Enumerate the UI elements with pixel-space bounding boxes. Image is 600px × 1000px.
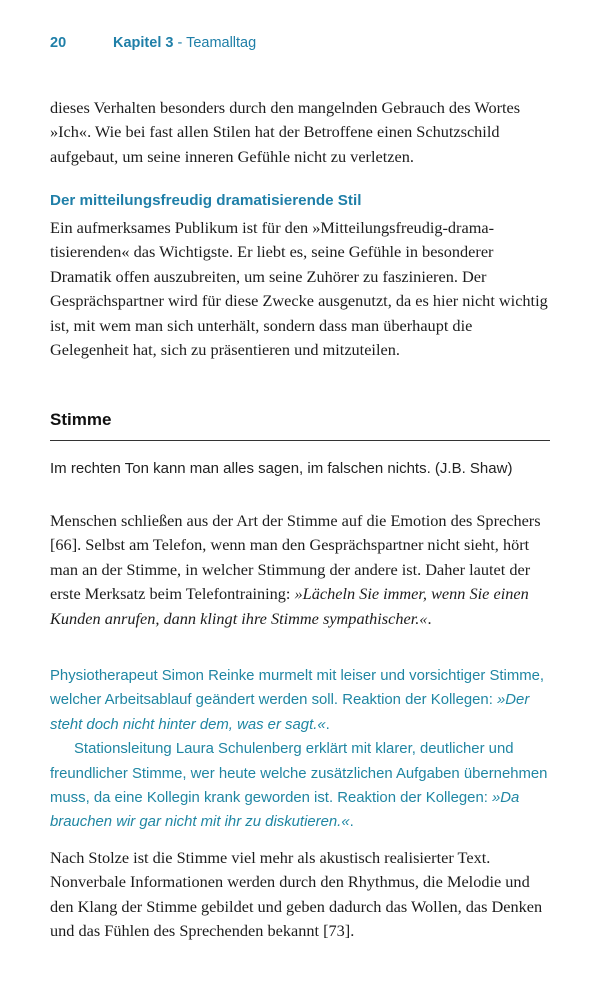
example-end: . bbox=[325, 716, 330, 733]
paragraph-end: . bbox=[427, 608, 432, 628]
example-paragraph-1 bbox=[50, 664, 550, 737]
header-separator: - bbox=[173, 35, 187, 51]
chapter-label: Kapitel 3 bbox=[113, 35, 174, 51]
subheading: Der mitteilungsfreudig dramatisierende Stil bbox=[50, 192, 362, 209]
paragraph-italic: »Lächeln Sie immer, wenn Sie einen Kunden anrufen, dann klingt ihre Stimme sympathischer.« bbox=[50, 584, 529, 628]
paragraph-text: Menschen schließen aus der Art der Stimme auf die Emotion des Sprechers [66]. Selbst am Telefon, wenn man den Gesprächspartner nicht sieht, hört man an der Stimme, in welcher Stimmung der andere ist. Daher lautet der erste Merksatz beim Telefontraining: bbox=[50, 511, 541, 604]
body-paragraph-1: dieses Verhalten besonders durch den mangelnden Gebrauch des Wortes »Ich«. Wie bei fast allen Stilen hat der Betroffene einen Schutzschild aufgebaut, um seine inneren Gefühle nicht zu verletzen. bbox=[50, 98, 521, 166]
example-box bbox=[50, 664, 550, 835]
section-title: Stimme bbox=[50, 410, 112, 429]
example-italic: »Da brauchen wir gar nicht mit ihr zu diskutieren.« bbox=[50, 790, 520, 831]
example-text: Physiotherapeut Simon Reinke murmelt mit leiser und vorsichtiger Stimme, welcher Arbeitsablauf geändert werden soll. Reaktion der Kollegen: bbox=[50, 668, 545, 709]
running-header bbox=[50, 35, 256, 51]
body-paragraph-4: Nach Stolze ist die Stimme viel mehr als akustisch realisierter Text. Nonverbale Informationen werden durch den Rhythmus, die Melodie und den Klang der Stimme gebildet und geben dadurch das Wollen, das Denken und das Fühlen des Sprechenden bekannt [73]. bbox=[50, 848, 543, 941]
example-end: . bbox=[349, 814, 354, 831]
example-paragraph-2 bbox=[50, 737, 550, 835]
epigraph-quote: Im rechten Ton kann man alles sagen, im falschen nichts. (J.B. Shaw) bbox=[50, 460, 513, 477]
body-paragraph-2: Ein aufmerksames Publikum ist für den »Mitteilungsfreudig-dramatisierenden« das Wichtigste. Er liebt es, seine Gefühle in besonderer Dramatik offen auszubreiten, um seine Zuhörer zu faszinieren. Der Gesprächspartner wird für diese Zwecke ausgenutzt, da es hier nicht wichtig ist, mit wem man sich unterhält, sondern dass man überhaupt die Gelegenheit hat, sich zu präsentieren und mitzuteilen. bbox=[50, 218, 548, 360]
body-paragraph-3 bbox=[50, 509, 550, 631]
chapter-title: Teamalltag bbox=[186, 35, 257, 51]
page-number: 20 bbox=[50, 35, 67, 51]
example-text: Stationsleitung Laura Schulenberg erklärt mit klarer, deutlicher und freundlicher Stimme, wer heute welche zusätzlichen Aufgaben übernehmen muss, da eine Kollegin krank geworden ist. Reaktion der Kollegen: bbox=[50, 741, 548, 807]
example-italic: »Der steht doch nicht hinter dem, was er sagt.« bbox=[50, 692, 530, 733]
section-divider bbox=[50, 440, 550, 441]
